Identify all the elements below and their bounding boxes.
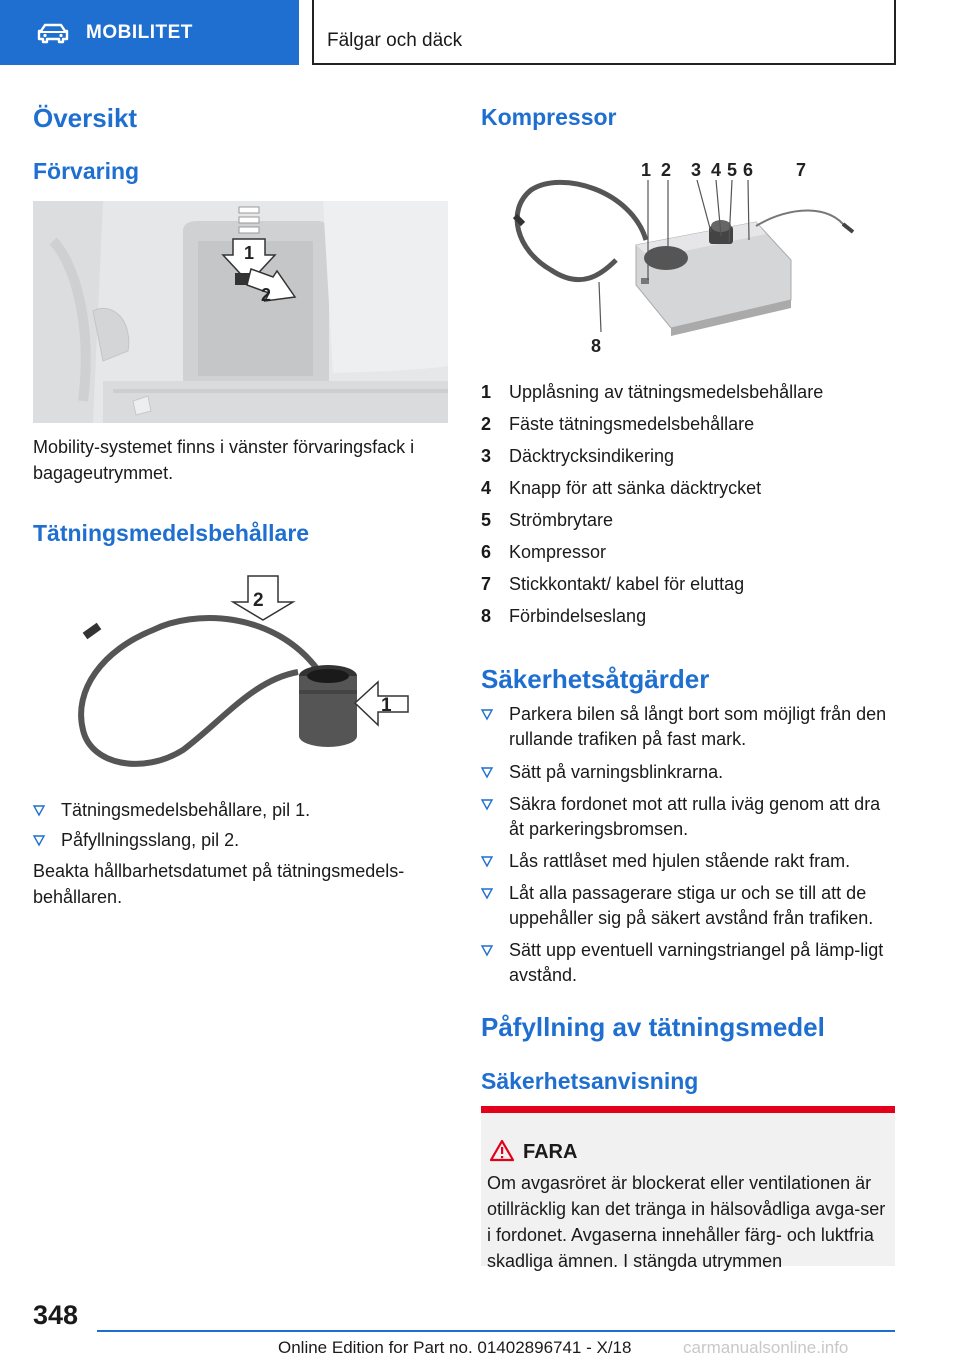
safety-heading: Säkerhetsåtgärder: [481, 664, 710, 694]
safety-bullet-1: Parkera bilen så långt bort som möjligt från den rullande trafiken på fast mark.: [481, 702, 895, 752]
sealant-note: Beakta hållbarhetsdatumet på tätningsmedels-behållaren.: [33, 861, 405, 907]
storage-compartment-image: [33, 201, 448, 423]
compressor-heading: Kompressor: [481, 104, 617, 130]
danger-warning-box: [481, 1106, 895, 1271]
compressor-figure-label-6: 6: [743, 160, 754, 180]
overview-title: Översikt: [33, 103, 138, 133]
car-icon: [36, 22, 70, 44]
compressor-image: [501, 150, 881, 360]
sealant-container-image: [73, 570, 392, 775]
storage-figure-label-2: 2: [261, 285, 272, 305]
compressor-figure-label-4: 4: [711, 160, 722, 180]
safety-bullet-3: Säkra fordonet mot att rulla iväg genom att dra åt parkeringsbromsen.: [481, 792, 895, 842]
footer-divider: [97, 1330, 895, 1332]
page-number: 348: [33, 1300, 79, 1330]
warning-triangle-icon: [489, 1139, 515, 1162]
sealant-figure-label-1: 1: [381, 695, 392, 716]
compressor-figure-label-5: 5: [727, 160, 738, 180]
safety-bullet-6: Sätt upp eventuell varningstriangel på lämp-ligt avstånd.: [481, 938, 895, 988]
triangle-bullet-icon: [481, 799, 493, 810]
triangle-bullet-icon: [481, 767, 493, 778]
sealant-figure-label-2: 2: [253, 590, 264, 611]
compressor-figure-label-7: 7: [796, 160, 807, 180]
compressor-figure-label-2: 2: [661, 160, 672, 180]
sealant-bullet-1: Tätningsmedelsbehållare, pil 1.: [33, 798, 448, 823]
safety-bullet-5: Låt alla passagerare stiga ur och se till att de uppehåller sig på säkert avstånd från trafiken.: [481, 881, 895, 931]
triangle-bullet-icon: [33, 835, 45, 846]
sealant-heading: Tätningsmedelsbehållare: [33, 520, 310, 546]
triangle-bullet-icon: [481, 709, 493, 720]
chapter-label: Fälgar och däck: [327, 30, 463, 51]
safety-bullet-4: Lås rattlåset med hjulen stående rakt fram.: [481, 849, 895, 874]
warning-title: FARA: [523, 1141, 578, 1163]
watermark-text: carmanualsonline.info: [683, 1338, 849, 1357]
sealant-bullet-2: Påfyllningsslang, pil 2.: [33, 828, 448, 853]
storage-text: Mobility-systemet finns i vänster förvaringsfack i bagageutrymmet.: [33, 437, 415, 483]
safety-bullet-2: Sätt på varningsblinkrarna.: [481, 760, 895, 785]
warning-text: Om avgasröret är blockerat eller ventilationen är otillräcklig kan det tränga in hälsovådliga avga-ser i fordonet. Avgaserna innehåller färg- och luktfria skadliga ämnen. I stängda utrymmen: [487, 1173, 886, 1271]
footer-edition: Online Edition for Part no. 01402896741 - X/18: [278, 1338, 632, 1357]
section-label: MOBILITET: [86, 21, 193, 43]
triangle-bullet-icon: [481, 888, 493, 899]
storage-figure-label-1: 1: [244, 243, 255, 263]
triangle-bullet-icon: [481, 945, 493, 956]
compressor-figure-label-3: 3: [691, 160, 702, 180]
storage-heading: Förvaring: [33, 158, 140, 184]
safety-note-heading: Säkerhetsanvisning: [481, 1068, 699, 1094]
chapter-header: [312, 0, 896, 65]
fill-sealant-heading: Påfyllning av tätningsmedel: [481, 1012, 825, 1042]
compressor-figure-label-1: 1: [641, 160, 652, 180]
section-tab: [0, 0, 299, 65]
triangle-bullet-icon: [481, 856, 493, 867]
triangle-bullet-icon: [33, 805, 45, 816]
compressor-figure-label-8: 8: [591, 336, 602, 356]
